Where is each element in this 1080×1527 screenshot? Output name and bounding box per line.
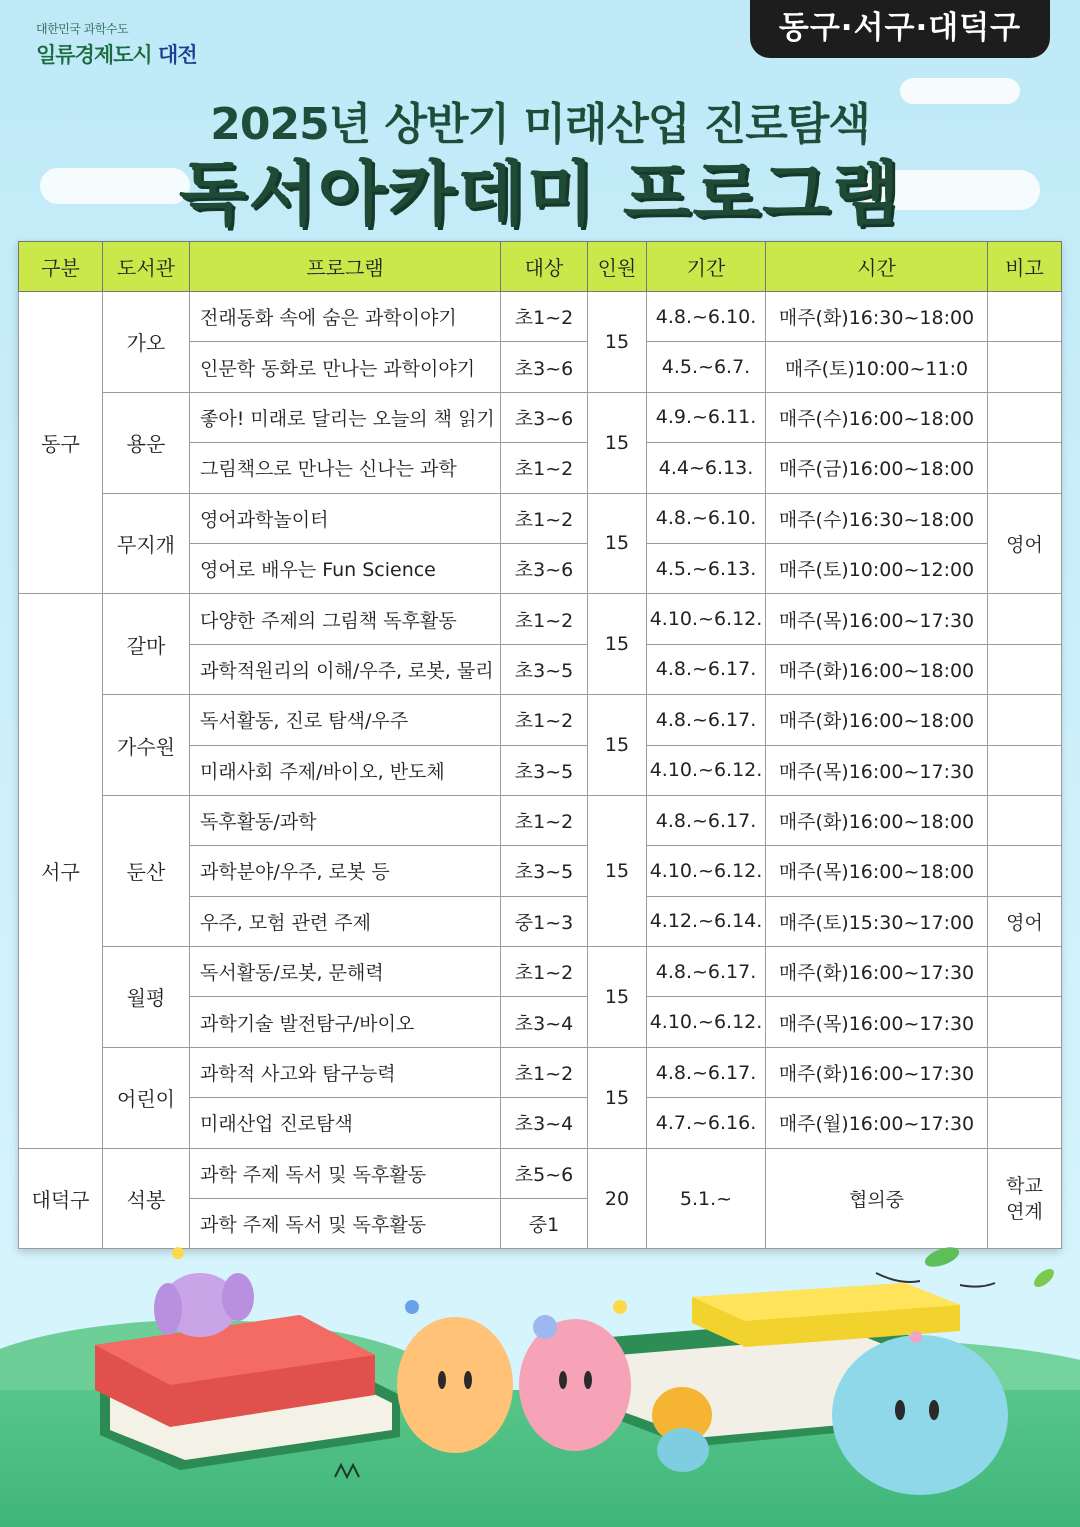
period-cell: 4.8.~6.17. — [647, 644, 766, 694]
time-cell: 매주(목)16:00~17:30 — [766, 997, 988, 1047]
bow-icon — [533, 1315, 557, 1339]
note-cell — [988, 1047, 1062, 1097]
time-cell: 매주(토)10:00~12:00 — [766, 543, 988, 593]
page-subtitle: 2025년 상반기 미래산업 진로탐색 — [210, 99, 870, 150]
time-cell: 협의중 — [766, 1148, 988, 1249]
target-cell: 초3~4 — [501, 997, 588, 1047]
program-cell: 독서활동/로봇, 문해력 — [190, 947, 501, 997]
period-cell: 4.8.~6.10. — [647, 292, 766, 342]
period-cell: 4.7.~6.16. — [647, 1098, 766, 1148]
target-cell: 중1 — [501, 1199, 588, 1249]
blue-character-eye — [929, 1400, 939, 1420]
header-cell: 인원 — [588, 242, 647, 292]
time-cell: 매주(화)16:00~17:30 — [766, 947, 988, 997]
time-cell: 매주(월)16:00~17:30 — [766, 1098, 988, 1148]
program-cell: 과학기술 발전탐구/바이오 — [190, 997, 501, 1047]
target-cell: 초3~6 — [501, 342, 588, 392]
table-row — [19, 392, 1062, 442]
note-cell — [988, 795, 1062, 845]
target-cell: 초3~5 — [501, 846, 588, 896]
note-cell — [988, 443, 1062, 493]
period-cell: 4.10.~6.12. — [647, 594, 766, 644]
library-cell: 용운 — [103, 392, 190, 493]
header-cell: 대상 — [501, 242, 588, 292]
period-cell: 4.9.~6.11. — [647, 392, 766, 442]
time-cell: 매주(화)16:30~18:00 — [766, 292, 988, 342]
grass-icon — [335, 1465, 359, 1477]
orange-character — [397, 1317, 513, 1453]
time-cell: 매주(수)16:00~18:00 — [766, 392, 988, 442]
target-cell: 초3~4 — [501, 1098, 588, 1148]
pink-character — [519, 1319, 631, 1451]
program-cell: 우주, 모험 관련 주제 — [190, 896, 501, 946]
target-cell: 초1~2 — [501, 292, 588, 342]
period-cell: 4.8.~6.17. — [647, 1047, 766, 1097]
note-cell — [988, 745, 1062, 795]
time-cell: 매주(화)16:00~18:00 — [766, 695, 988, 745]
period-cell: 4.10.~6.12. — [647, 745, 766, 795]
purple-character-ear — [154, 1283, 182, 1335]
period-cell: 4.5.~6.13. — [647, 543, 766, 593]
time-cell: 매주(목)16:00~18:00 — [766, 846, 988, 896]
orange-character-eye — [464, 1371, 472, 1389]
note-cell — [988, 947, 1062, 997]
program-cell: 좋아! 미래로 달리는 오늘의 책 읽기 — [190, 392, 501, 442]
table-row — [19, 1148, 1062, 1198]
library-cell: 둔산 — [103, 795, 190, 946]
program-cell: 전래동화 속에 숨은 과학이야기 — [190, 292, 501, 342]
wind-line — [876, 1273, 920, 1282]
time-cell: 매주(목)16:00~17:30 — [766, 594, 988, 644]
note-cell: 영어 — [988, 896, 1062, 946]
time-cell: 매주(화)16:00~17:30 — [766, 1047, 988, 1097]
period-cell: 4.8.~6.17. — [647, 947, 766, 997]
page-title: 독서아카데미 프로그램 — [178, 153, 902, 235]
time-cell: 매주(금)16:00~18:00 — [766, 443, 988, 493]
wind-line — [960, 1283, 995, 1287]
target-cell: 초1~2 — [501, 1047, 588, 1097]
period-cell: 4.4~6.13. — [647, 443, 766, 493]
note-cell — [988, 997, 1062, 1047]
headcount-cell: 15 — [588, 392, 647, 493]
program-cell: 과학분야/우주, 로봇 등 — [190, 846, 501, 896]
program-cell: 과학 주제 독서 및 독후활동 — [190, 1148, 501, 1198]
headcount-cell: 15 — [588, 795, 647, 946]
period-cell: 4.10.~6.12. — [647, 846, 766, 896]
program-cell: 독후활동/과학 — [190, 795, 501, 845]
headcount-cell: 15 — [588, 695, 647, 796]
target-cell: 초1~2 — [501, 594, 588, 644]
note-cell — [988, 695, 1062, 745]
note-cell — [988, 1098, 1062, 1148]
region-tag: 동구·서구·대덕구 — [750, 0, 1050, 58]
headcount-cell: 15 — [588, 947, 647, 1048]
period-cell: 4.12.~6.14. — [647, 896, 766, 946]
program-cell: 그림책으로 만나는 신나는 과학 — [190, 443, 501, 493]
header-cell: 도서관 — [103, 242, 190, 292]
library-cell: 월평 — [103, 947, 190, 1048]
program-cell: 독서활동, 진로 탐색/우주 — [190, 695, 501, 745]
note-cell: 학교 연계 — [988, 1148, 1062, 1249]
period-cell: 4.10.~6.12. — [647, 997, 766, 1047]
table-row — [19, 695, 1062, 745]
period-cell: 5.1.~ — [647, 1148, 766, 1249]
target-cell: 초5~6 — [501, 1148, 588, 1198]
header-cell: 시간 — [766, 242, 988, 292]
program-cell: 인문학 동화로 만나는 과학이야기 — [190, 342, 501, 392]
district-cell: 동구 — [19, 292, 103, 594]
target-cell: 초3~5 — [501, 644, 588, 694]
time-cell: 매주(토)10:00~11:0 — [766, 342, 988, 392]
table-header-row — [19, 242, 1062, 292]
small-blue-character — [657, 1428, 709, 1472]
target-cell: 초1~2 — [501, 695, 588, 745]
header-cell: 기간 — [647, 242, 766, 292]
library-cell: 가오 — [103, 292, 190, 393]
city-logo — [36, 20, 197, 69]
target-cell: 초3~6 — [501, 392, 588, 442]
star-icon — [172, 1247, 184, 1259]
period-cell: 4.8.~6.10. — [647, 493, 766, 543]
blue-character-eye — [895, 1400, 905, 1420]
headcount-cell: 15 — [588, 1047, 647, 1148]
table-row — [19, 493, 1062, 543]
program-cell: 영어과학놀이터 — [190, 493, 501, 543]
logo-wordmark — [36, 39, 197, 69]
star-icon — [613, 1300, 627, 1314]
pink-character-eye — [584, 1371, 592, 1389]
library-cell: 가수원 — [103, 695, 190, 796]
note-cell — [988, 392, 1062, 442]
table-row — [19, 1047, 1062, 1097]
period-cell: 4.8.~6.17. — [647, 695, 766, 745]
library-cell: 갈마 — [103, 594, 190, 695]
table-row — [19, 947, 1062, 997]
target-cell: 초3~5 — [501, 745, 588, 795]
table-row — [19, 795, 1062, 845]
blue-character — [832, 1335, 1008, 1495]
header-cell: 구분 — [19, 242, 103, 292]
logo-city-text: 대전 — [158, 43, 197, 67]
library-cell: 석봉 — [103, 1148, 190, 1249]
program-table — [18, 241, 1061, 1249]
target-cell: 초1~2 — [501, 493, 588, 543]
star-icon — [405, 1300, 419, 1314]
target-cell: 초3~6 — [501, 543, 588, 593]
logo-main-text: 일류경제도시 — [36, 43, 152, 67]
district-cell: 서구 — [19, 594, 103, 1148]
note-cell — [988, 644, 1062, 694]
time-cell: 매주(토)15:30~17:00 — [766, 896, 988, 946]
time-cell: 매주(수)16:30~18:00 — [766, 493, 988, 543]
headcount-cell: 15 — [588, 594, 647, 695]
note-cell: 영어 — [988, 493, 1062, 594]
target-cell: 중1~3 — [501, 896, 588, 946]
orange-character-eye — [438, 1371, 446, 1389]
target-cell: 초1~2 — [501, 947, 588, 997]
time-cell: 매주(화)16:00~18:00 — [766, 795, 988, 845]
purple-character-ear — [222, 1273, 254, 1321]
period-cell: 4.5.~6.7. — [647, 342, 766, 392]
library-cell: 어린이 — [103, 1047, 190, 1148]
star-icon — [910, 1331, 922, 1343]
period-cell: 4.8.~6.17. — [647, 795, 766, 845]
pink-character-eye — [559, 1371, 567, 1389]
program-cell: 과학적 사고와 탐구능력 — [190, 1047, 501, 1097]
time-cell: 매주(목)16:00~17:30 — [766, 745, 988, 795]
program-cell: 영어로 배우는 Fun Science — [190, 543, 501, 593]
header-cell: 비고 — [988, 242, 1062, 292]
program-cell: 미래사회 주제/바이오, 반도체 — [190, 745, 501, 795]
header-cell: 프로그램 — [190, 242, 501, 292]
target-cell: 초1~2 — [501, 443, 588, 493]
library-cell: 무지개 — [103, 493, 190, 594]
note-cell — [988, 342, 1062, 392]
program-cell: 과학 주제 독서 및 독후활동 — [190, 1199, 501, 1249]
headcount-cell: 15 — [588, 292, 647, 393]
leaf-icon — [1031, 1266, 1057, 1291]
books-and-characters-illustration — [0, 1245, 1080, 1527]
note-cell — [988, 292, 1062, 342]
program-cell: 과학적원리의 이해/우주, 로봇, 물리 — [190, 644, 501, 694]
time-cell: 매주(화)16:00~18:00 — [766, 644, 988, 694]
note-cell — [988, 594, 1062, 644]
table-row — [19, 292, 1062, 342]
logo-slogan: 대한민국 과학수도 — [36, 22, 129, 36]
note-cell — [988, 846, 1062, 896]
headcount-cell: 20 — [588, 1148, 647, 1249]
program-cell: 다양한 주제의 그림책 독후활동 — [190, 594, 501, 644]
target-cell: 초1~2 — [501, 795, 588, 845]
table-row — [19, 594, 1062, 644]
headcount-cell: 15 — [588, 493, 647, 594]
district-cell: 대덕구 — [19, 1148, 103, 1249]
leaf-icon — [922, 1245, 961, 1271]
program-cell: 미래산업 진로탐색 — [190, 1098, 501, 1148]
